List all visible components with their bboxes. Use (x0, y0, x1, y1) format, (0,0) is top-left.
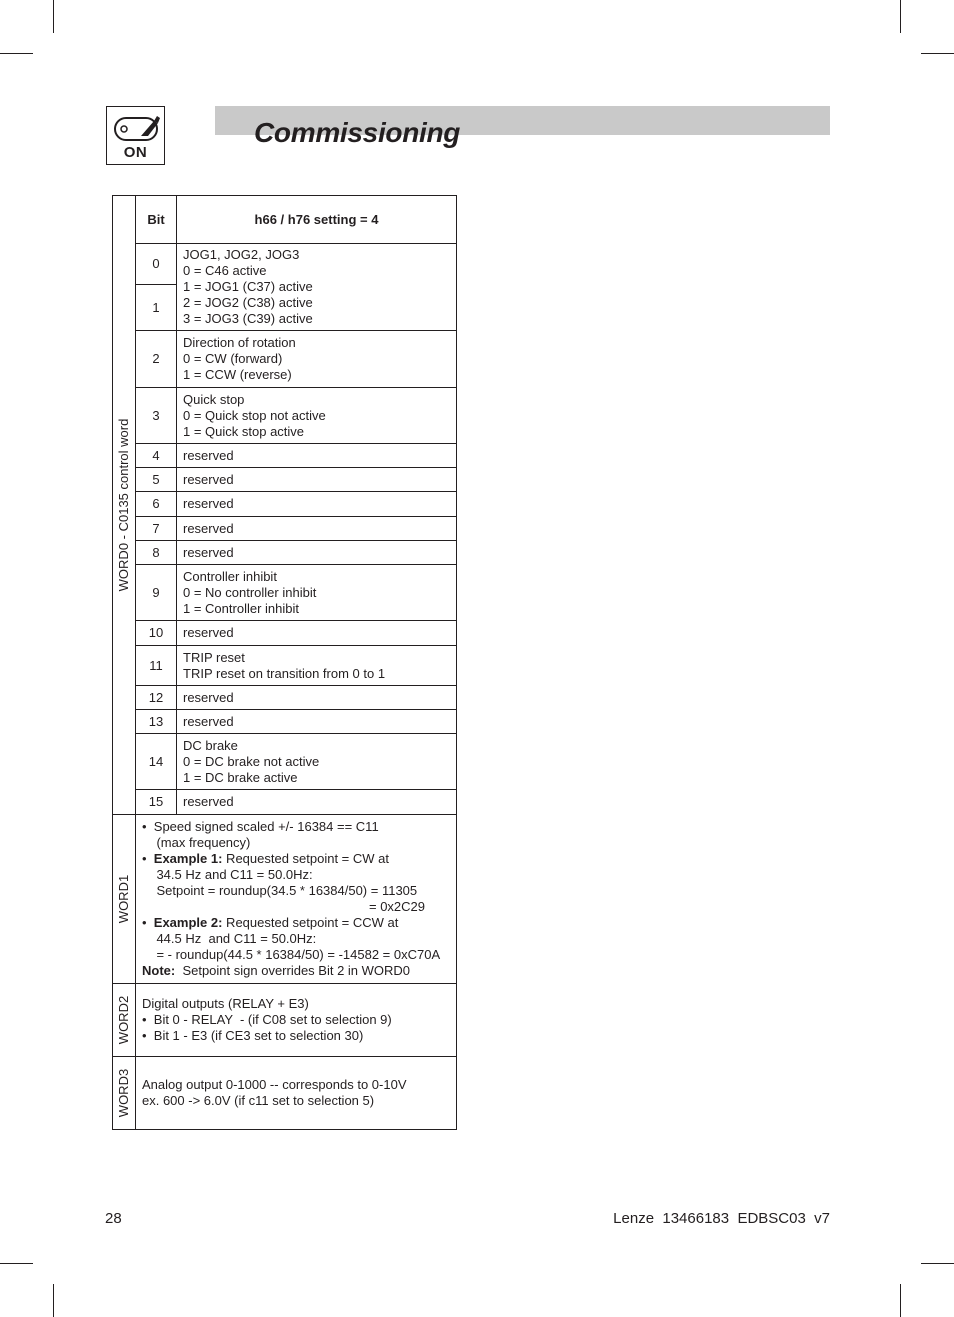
crop-mark (0, 1263, 33, 1264)
desc-cell: reserved (177, 444, 457, 468)
desc-cell: TRIP reset TRIP reset on transition from 0 to 1 (177, 646, 457, 686)
word3-description: Analog output 0-1000 -- corresponds to 0-10V ex. 600 -> 6.0V (if c11 set to selection 5) (136, 1057, 457, 1130)
table-row (113, 686, 457, 710)
word3-cell (113, 1057, 136, 1130)
bit-cell: 15 (136, 790, 177, 815)
page-title: Commissioning (254, 117, 461, 148)
word2-description: Digital outputs (RELAY + E3) • Bit 0 - RELAY - (if C08 set to selection 9) • Bit 1 - E3 (if CE3 set to selection 30) (136, 984, 457, 1057)
word1-row (113, 815, 457, 984)
table-row (113, 646, 457, 686)
desc-cell: reserved (177, 790, 457, 815)
word3-label: WORD3 (116, 1068, 131, 1118)
note-text: Setpoint sign overrides Bit 2 in WORD0 (175, 963, 411, 978)
table-row (113, 388, 457, 444)
example1-text: Requested setpoint = CW at (222, 851, 389, 866)
crop-mark (900, 1284, 901, 1317)
bit-cell: 8 (136, 541, 177, 565)
crop-mark (900, 0, 901, 33)
example2-label: Example 2: (153, 915, 223, 930)
desc-cell: reserved (177, 468, 457, 492)
desc-cell: JOG1, JOG2, JOG3 0 = C46 active 1 = JOG1 (C37) active 2 = JOG2 (C38) active 3 = JOG3 (C39) active (177, 244, 457, 331)
crop-mark (921, 53, 954, 54)
desc-cell: reserved (177, 541, 457, 565)
word1-description (136, 815, 457, 984)
table-row (113, 468, 457, 492)
desc-cell: Controller inhibit 0 = No controller inhibit 1 = Controller inhibit (177, 565, 457, 621)
word1-line: = 0x2C29 (369, 899, 426, 914)
desc-cell: DC brake 0 = DC brake not active 1 = DC brake active (177, 734, 457, 790)
note-label: Note: (142, 963, 176, 978)
desc-cell: reserved (177, 492, 457, 517)
example2-text: Requested setpoint = CCW at (222, 915, 399, 930)
crop-mark (0, 53, 33, 54)
crop-mark (921, 1263, 954, 1264)
word1-label: WORD1 (116, 874, 131, 924)
bit-cell: 7 (136, 517, 177, 541)
table-header-row (113, 196, 457, 244)
power-switch-icon (106, 106, 165, 165)
on-label: ON (123, 144, 148, 161)
bit-cell: 4 (136, 444, 177, 468)
word1-line: • Example 1: Requested setpoint = CW at (142, 851, 389, 866)
word1-line (142, 963, 452, 979)
word3-row (113, 1057, 457, 1130)
desc-cell: Quick stop 0 = Quick stop not active 1 = Quick stop active (177, 388, 457, 444)
word1-line: Setpoint = roundup(34.5 * 16384/50) = 11305 (142, 883, 418, 898)
bit-cell: 3 (136, 388, 177, 444)
table-row (113, 444, 457, 468)
desc-cell: reserved (177, 710, 457, 734)
col-setting-header: h66 / h76 setting = 4 (177, 196, 457, 244)
table-row (113, 244, 457, 285)
bit-cell: 12 (136, 686, 177, 710)
crop-mark (53, 1284, 54, 1317)
bit-cell: 10 (136, 621, 177, 646)
word1-line: 44.5 Hz and C11 = 50.0Hz: (142, 931, 317, 946)
bit-cell: 6 (136, 492, 177, 517)
col-bit-header: Bit (136, 196, 177, 244)
word2-label: WORD2 (116, 995, 131, 1045)
word0-label: WORD0 - C0135 control word (116, 418, 131, 592)
table-row (113, 541, 457, 565)
word1-line: 34.5 Hz and C11 = 50.0Hz: (142, 867, 313, 882)
word0-cell (113, 196, 136, 815)
desc-cell: reserved (177, 686, 457, 710)
page-number: 28 (105, 1210, 122, 1227)
desc-cell: Direction of rotation 0 = CW (forward) 1 = CCW (reverse) (177, 331, 457, 388)
bit-cell: 5 (136, 468, 177, 492)
bit-cell: 2 (136, 331, 177, 388)
word1-line: • Speed signed scaled +/- 16384 == C11 (142, 819, 379, 834)
word1-line: = - roundup(44.5 * 16384/50) = -14582 = 0xC70A (142, 947, 441, 962)
bit-cell: 14 (136, 734, 177, 790)
table-row (113, 565, 457, 621)
table-row (113, 517, 457, 541)
word2-cell (113, 984, 136, 1057)
document-reference: Lenze 13466183 EDBSC03 v7 (613, 1210, 830, 1227)
word1-line: • Example 2: Requested setpoint = CCW at (142, 915, 399, 930)
table-row (113, 331, 457, 388)
bit-cell: 13 (136, 710, 177, 734)
table-row (113, 734, 457, 790)
desc-cell: reserved (177, 517, 457, 541)
table-row (113, 710, 457, 734)
table-row (113, 621, 457, 646)
control-word-table (112, 195, 457, 1130)
word1-cell (113, 815, 136, 984)
crop-mark (53, 0, 54, 33)
example1-label: Example 1: (153, 851, 223, 866)
desc-cell: reserved (177, 621, 457, 646)
table-row (113, 492, 457, 517)
word1-line: (max frequency) (142, 835, 251, 850)
bit-cell: 0 (136, 244, 177, 285)
bit-cell: 11 (136, 646, 177, 686)
table-row (113, 790, 457, 815)
bit-cell: 9 (136, 565, 177, 621)
bit-cell: 1 (136, 285, 177, 331)
word2-row (113, 984, 457, 1057)
